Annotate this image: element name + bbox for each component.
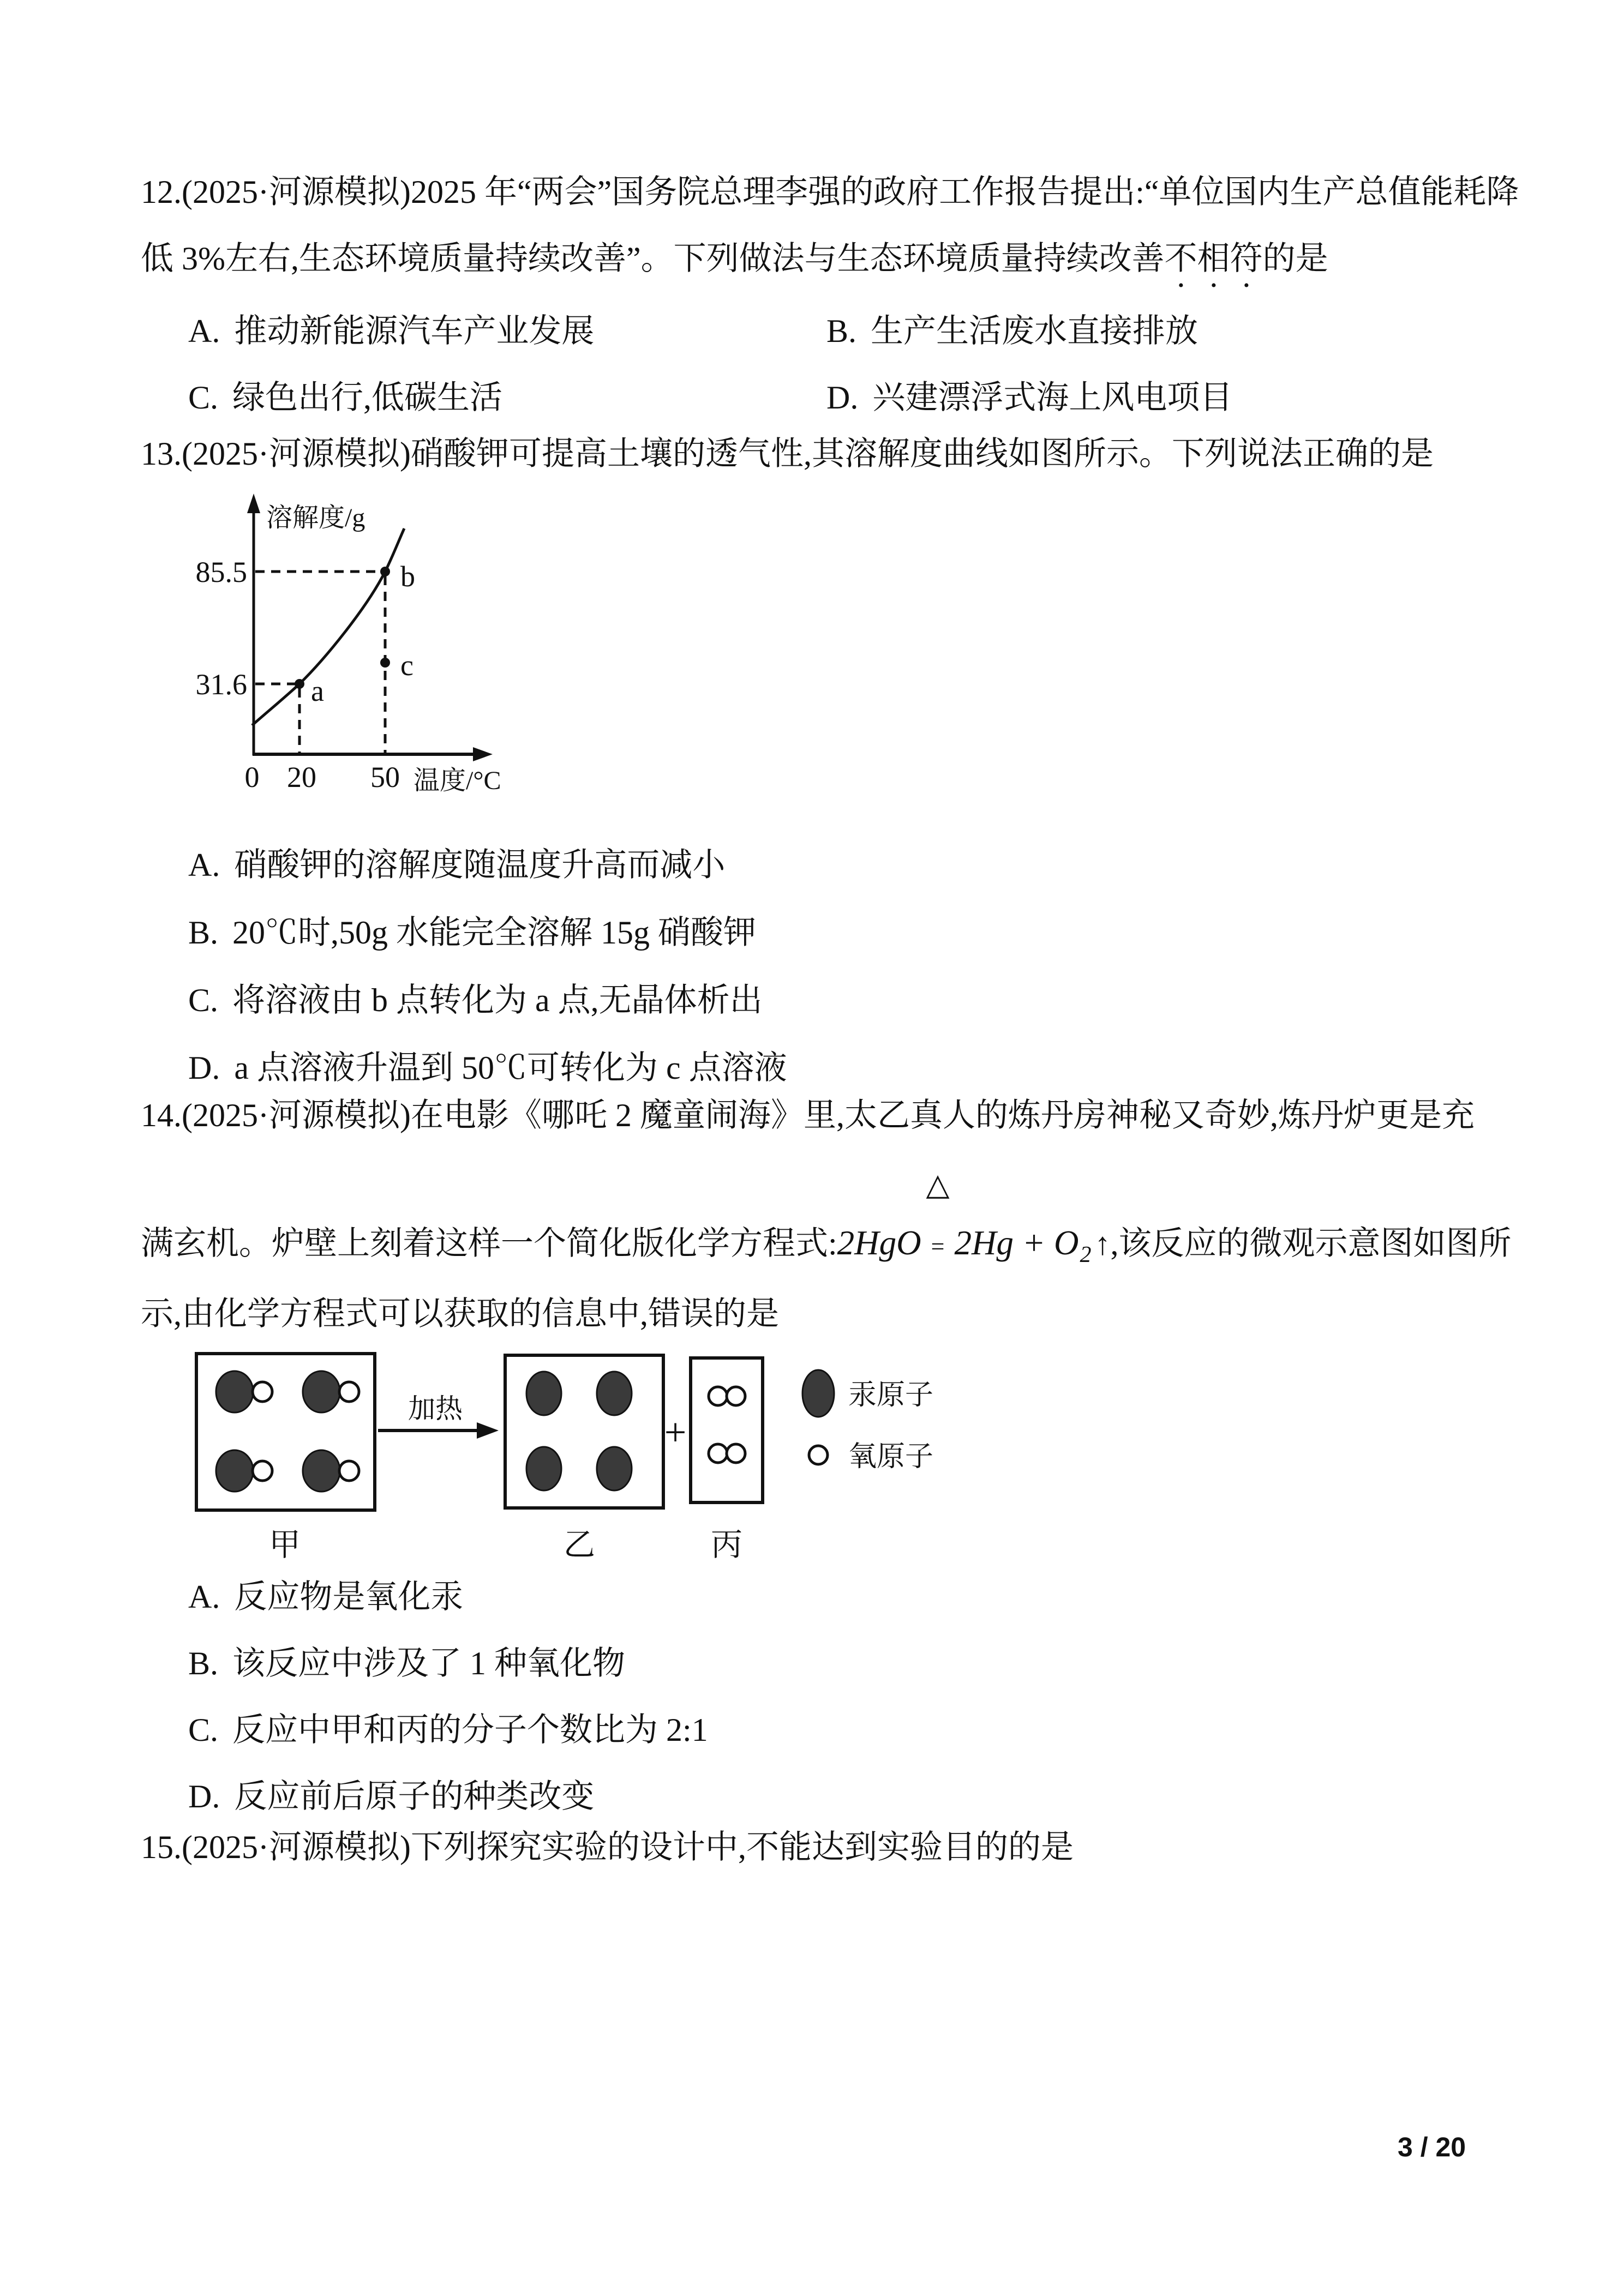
option-letter: A.: [188, 1579, 220, 1615]
box-jia-label: 甲: [268, 1527, 301, 1562]
q14-option-a: [188, 1571, 463, 1618]
point-c: [380, 658, 390, 668]
option-letter: C.: [188, 380, 219, 416]
q14-option-b: [188, 1637, 625, 1684]
point-b-label: b: [400, 560, 415, 593]
equation-subscript: 2: [1080, 1242, 1092, 1267]
box-yi-label: 乙: [563, 1527, 596, 1562]
x-axis-arrow-icon: [473, 747, 493, 761]
q14-line2-before: 满玄机。炉壁上刻着这样一个简化版化学方程式:: [141, 1225, 837, 1261]
point-b: [380, 567, 390, 576]
q12-line2-before: 低 3%左右,生态环境质量持续改善”。下列做法与生态环境质量持续改善: [141, 241, 1165, 277]
point-a: [295, 679, 304, 689]
y-axis-arrow-icon: [247, 494, 260, 513]
o-atom: [727, 1444, 745, 1463]
hg-atom: [597, 1372, 632, 1415]
box-bing: [691, 1358, 763, 1502]
option-letter: B.: [188, 915, 219, 951]
option-letter: D.: [826, 380, 859, 416]
delta-triangle-icon: △: [926, 1168, 950, 1202]
equals-sign: =: [931, 1233, 945, 1260]
option-text: 硝酸钾的溶解度随温度升高而减小: [234, 847, 726, 883]
point-a-label: a: [311, 675, 324, 707]
option-letter: C.: [188, 1712, 219, 1748]
option-text: 绿色出行,低碳生活: [232, 380, 503, 416]
option-text: 将溶液由 b 点转化为 a 点,无晶体析出: [232, 982, 763, 1018]
hg-atoms: [526, 1372, 632, 1490]
q13-option-a: [188, 839, 725, 886]
legend-hg-atom-icon: [802, 1370, 834, 1417]
option-letter: D.: [188, 1778, 220, 1814]
o-atom: [339, 1461, 359, 1481]
o-atom: [709, 1444, 727, 1463]
legend-o-label: 氧原子: [848, 1441, 934, 1472]
hg-atom: [303, 1371, 340, 1413]
equation-lhs: 2HgO: [837, 1224, 921, 1262]
legend-hg-label: 汞原子: [848, 1380, 934, 1411]
q12-line2-emphasis: 不相符: [1164, 241, 1263, 277]
equation-condition-over-equals: [926, 1168, 950, 1265]
option-text: 生产生活废水直接排放: [871, 313, 1198, 349]
q15-line: 15.(2025·河源模拟)下列探究实验的设计中,不能达到实验目的的是: [141, 1829, 1074, 1865]
q13-option-c: [188, 974, 763, 1021]
x-axis-label: 温度/°C: [414, 766, 501, 795]
box-yi: [505, 1355, 663, 1508]
option-text: a 点溶液升温到 50℃可转化为 c 点溶液: [234, 1050, 787, 1086]
option-text: 该反应中涉及了 1 种氧化物: [232, 1645, 626, 1681]
q12-option-c: [188, 371, 502, 418]
o2-molecules: [709, 1387, 745, 1463]
solubility-curve: [252, 528, 404, 725]
reaction-micro-diagram: [191, 1342, 987, 1571]
q13-option-d: [188, 1042, 787, 1089]
q14-line3: 示,由化学方程式可以获取的信息中,错误的是: [141, 1296, 779, 1332]
option-letter: C.: [188, 982, 219, 1018]
q12-line2-after: 的是: [1262, 241, 1328, 277]
gas-up-arrow-icon: ↑: [1094, 1226, 1111, 1261]
heat-label: 加热: [408, 1393, 463, 1424]
option-letter: A.: [188, 313, 220, 349]
o-atom: [727, 1387, 745, 1405]
option-text: 兴建漂浮式海上风电项目: [872, 380, 1233, 416]
q12-option-a: [188, 305, 594, 352]
hg-atom: [303, 1450, 340, 1492]
option-text: 推动新能源汽车产业发展: [234, 313, 595, 349]
option-letter: D.: [188, 1050, 220, 1086]
hgo-molecules: [216, 1371, 359, 1492]
box-bing-label: 丙: [710, 1527, 743, 1562]
q13-option-b: [188, 906, 756, 953]
o-atom: [253, 1382, 272, 1402]
q14-line2-after: ,该反应的微观示意图如图所: [1110, 1225, 1512, 1261]
y-tick-85-5: 85.5: [195, 556, 247, 588]
hg-atom: [526, 1447, 561, 1490]
option-text: 反应中甲和丙的分子个数比为 2:1: [232, 1712, 708, 1748]
q12-line2: [141, 238, 1328, 294]
point-c-label: c: [400, 649, 414, 682]
q14-line2: [141, 1168, 1512, 1270]
hg-atom: [526, 1372, 561, 1415]
q14-option-c: [188, 1704, 708, 1751]
q12-option-b: [826, 305, 1198, 352]
page-number: 3 / 20: [1398, 2132, 1466, 2162]
hg-atom: [216, 1450, 253, 1492]
hg-atom: [216, 1371, 253, 1413]
legend-o-atom-icon: [809, 1446, 828, 1464]
option-text: 反应物是氧化汞: [234, 1579, 464, 1615]
option-text: 20℃时,50g 水能完全溶解 15g 硝酸钾: [232, 915, 757, 951]
hg-atom: [597, 1447, 632, 1490]
plus-sign: +: [664, 1410, 687, 1454]
option-letter: A.: [188, 847, 220, 883]
chemical-equation: [837, 1168, 1111, 1267]
heat-arrow-head-icon: [477, 1422, 499, 1439]
o-atom: [339, 1382, 359, 1402]
q13-line: 13.(2025·河源模拟)硝酸钾可提高土壤的透气性,其溶解度曲线如图所示。下列说法正确的是: [141, 436, 1434, 472]
option-text: 反应前后原子的种类改变: [234, 1778, 595, 1814]
y-tick-31-6: 31.6: [195, 668, 247, 701]
o-atom: [709, 1387, 727, 1405]
o-atom: [253, 1461, 272, 1481]
option-letter: B.: [188, 1645, 219, 1681]
q12-line1: 12.(2025·河源模拟)2025 年“两会”国务院总理李强的政府工作报告提出:“单位国内生产总值能耗降: [141, 174, 1519, 210]
q14-option-d: [188, 1770, 594, 1817]
x-tick-50: 50: [370, 761, 400, 794]
equation-rhs: 2Hg + O: [954, 1224, 1079, 1262]
y-axis-label: 溶解度/g: [266, 503, 365, 532]
x-tick-20: 20: [287, 761, 316, 794]
x-tick-0: 0: [244, 761, 260, 794]
solubility-chart: [191, 487, 518, 806]
q14-line1: 14.(2025·河源模拟)在电影《哪吒 2 魔童闹海》里,太乙真人的炼丹房神秘又奇妙,炼丹炉更是充: [141, 1097, 1475, 1133]
option-letter: B.: [826, 313, 857, 349]
q12-option-d: [826, 371, 1232, 418]
